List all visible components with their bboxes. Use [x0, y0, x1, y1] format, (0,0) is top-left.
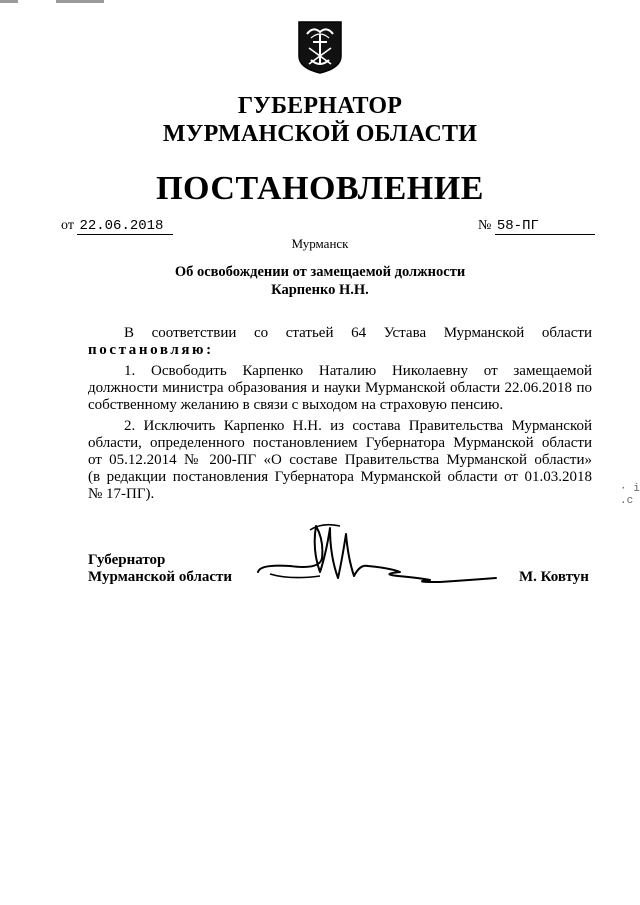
signatory-title-line: Мурманской области — [88, 569, 233, 585]
issuer-line-1: ГУБЕРНАТОР — [237, 93, 403, 119]
city-name: Мурманск — [291, 236, 349, 251]
item-2-line: 2. Исключить Карпенко Н.Н. из состава Правительства Мурманской — [124, 418, 592, 434]
document-type-title: ПОСТАНОВЛЕНИЕ — [156, 170, 484, 207]
signatory-title — [88, 552, 232, 586]
scan-edge-mark — [56, 0, 104, 3]
document-date — [61, 218, 173, 235]
scan-edge-mark — [0, 0, 18, 3]
signatory-name: М. Ковтун — [519, 569, 589, 585]
number-value: 58-ПГ — [495, 218, 595, 235]
scan-artifact: · i .c — [620, 483, 640, 507]
decree-verb: постановляю: — [88, 342, 214, 358]
preamble-line: В соответствии со статьей 64 Устава Мурманской области — [124, 325, 592, 341]
item-1-line: должности министра образования и науки Мурманской области 22.06.2018 по — [88, 380, 592, 396]
item-1-line: 1. Освободить Карпенко Наталию Николаевну от замещаемой — [124, 363, 592, 379]
document-number — [478, 218, 595, 235]
item-2-line: от 05.12.2014 № 200-ПГ «О составе Правительства Мурманской области» — [88, 452, 592, 468]
number-prefix: № — [478, 218, 492, 233]
signature-icon — [250, 520, 500, 590]
subject-line-2: Карпенко Н.Н. — [271, 282, 369, 298]
date-prefix: от — [61, 218, 74, 233]
item-2-line: (в редакции постановления Губернатора Мурманской области от 01.03.2018 — [88, 469, 592, 485]
coat-of-arms-emblem — [297, 20, 343, 74]
date-value: 22.06.2018 — [77, 218, 173, 235]
preamble — [88, 325, 592, 359]
item-1 — [88, 363, 592, 414]
item-2-line: № 17-ПГ). — [88, 486, 155, 502]
issuer-line-2: МУРМАНСКОЙ ОБЛАСТИ — [162, 121, 478, 147]
coat-of-arms-icon — [297, 20, 343, 74]
item-1-line: собственному желанию в связи с выходом на страховую пенсию. — [88, 397, 504, 413]
item-2 — [88, 418, 592, 503]
signatory-title-line: Губернатор — [88, 552, 166, 568]
handwritten-signature — [250, 520, 500, 590]
subject-line-1: Об освобождении от замещаемой должности — [174, 264, 466, 280]
item-2-line: области, определенного постановлением Губернатора Мурманской области — [88, 435, 592, 451]
